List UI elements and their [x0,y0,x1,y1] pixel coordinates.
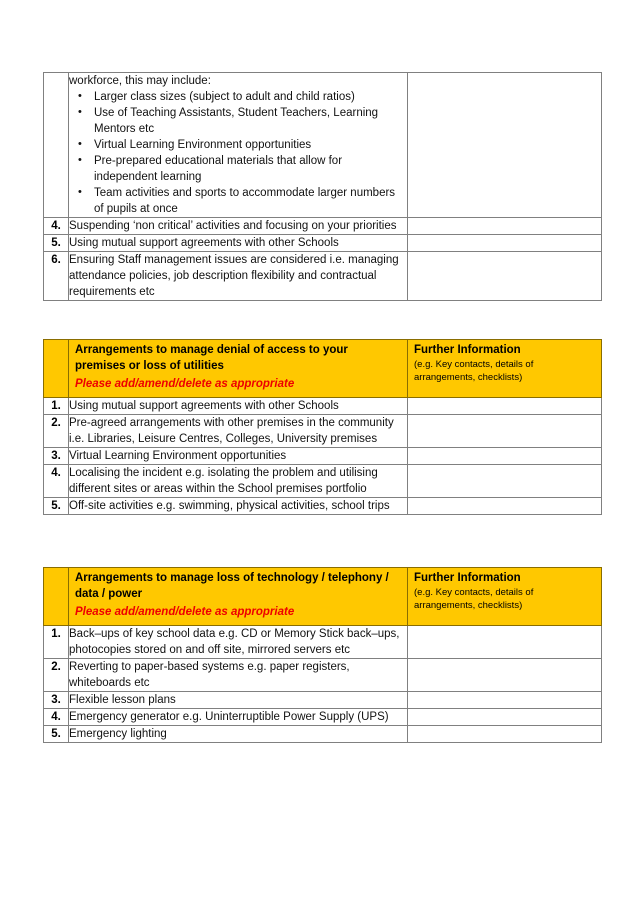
row-content: Back–ups of key school data e.g. CD or Memory Stick back–ups, photocopies stored on and off site, mirrored servers etc [69,625,408,658]
further-information-cell[interactable] [408,658,602,691]
table-workforce-continuation [43,72,602,301]
row-number: 5. [44,497,69,514]
header-further-information-cell [408,568,602,626]
row-content: Emergency generator e.g. Uninterruptible Power Supply (UPS) [69,708,408,725]
row-number: 4. [44,218,69,235]
list-item: • Larger class sizes (subject to adult and child ratios) [69,89,407,105]
further-information-cell[interactable] [408,414,602,447]
header-number-spacer [44,568,69,626]
table-loss-of-technology [43,567,602,743]
row-number: 3. [44,447,69,464]
table-row [44,497,602,514]
row-number: 1. [44,397,69,414]
further-information-cell[interactable] [408,252,602,301]
further-information-title: Further Information [414,344,521,356]
further-information-cell[interactable] [408,218,602,235]
further-information-cell[interactable] [408,73,602,218]
table-row [44,252,602,301]
table-row [44,447,602,464]
row-content: Using mutual support agreements with other Schools [69,397,408,414]
list-item: • Pre-prepared educational materials that allow for independent learning [69,153,407,185]
row-number: 1. [44,625,69,658]
row-number: 2. [44,414,69,447]
row-content: Using mutual support agreements with other Schools [69,235,408,252]
further-information-cell[interactable] [408,235,602,252]
further-information-cell[interactable] [408,497,602,514]
list-item: • Use of Teaching Assistants, Student Teachers, Learning Mentors etc [69,105,407,137]
row-lead-text: workforce, this may include: [69,75,211,87]
further-information-cell[interactable] [408,708,602,725]
further-information-cell[interactable] [408,691,602,708]
bullet-list [69,89,407,217]
table-instruction: Please add/amend/delete as appropriate [75,606,295,618]
further-information-cell[interactable] [408,447,602,464]
row-content: Virtual Learning Environment opportunities [69,447,408,464]
header-further-information-cell [408,340,602,398]
row-number: 6. [44,252,69,301]
row-content: Emergency lighting [69,725,408,742]
table-row [44,625,602,658]
table-instruction: Please add/amend/delete as appropriate [75,378,295,390]
header-title-cell [69,340,408,398]
table-row [44,708,602,725]
row-content [69,73,408,218]
list-item: • Virtual Learning Environment opportunities [69,137,407,153]
row-number: 4. [44,708,69,725]
table-row [44,691,602,708]
table-row [44,658,602,691]
table-header-row [44,340,602,398]
further-information-cell[interactable] [408,725,602,742]
further-information-cell[interactable] [408,464,602,497]
table-row [44,414,602,447]
further-information-cell[interactable] [408,625,602,658]
row-number: 5. [44,725,69,742]
further-information-title: Further Information [414,572,521,584]
row-content: Flexible lesson plans [69,691,408,708]
row-number: 3. [44,691,69,708]
row-content: Reverting to paper-based systems e.g. paper registers, whiteboards etc [69,658,408,691]
row-content: Localising the incident e.g. isolating the problem and utilising different sites or areas within the School premises portfolio [69,464,408,497]
header-title-cell [69,568,408,626]
further-information-note: (e.g. Key contacts, details of arrangements, checklists) [414,359,534,383]
table-row [44,73,602,218]
row-number [44,73,69,218]
table-title: Arrangements to manage loss of technology / telephony / data / power [75,572,389,600]
table-row [44,725,602,742]
table-denial-of-access [43,339,602,515]
row-content: Ensuring Staff management issues are considered i.e. managing attendance policies, job description flexibility and contractual requirements etc [69,252,408,301]
table-row [44,235,602,252]
table-row [44,397,602,414]
row-number: 4. [44,464,69,497]
row-content: Off-site activities e.g. swimming, physical activities, school trips [69,497,408,514]
table-header-row [44,568,602,626]
table-row [44,464,602,497]
list-item: • Team activities and sports to accommodate larger numbers of pupils at once [69,185,407,217]
row-number: 5. [44,235,69,252]
header-number-spacer [44,340,69,398]
row-number: 2. [44,658,69,691]
further-information-cell[interactable] [408,397,602,414]
table-row [44,218,602,235]
row-content: Pre-agreed arrangements with other premises in the community i.e. Libraries, Leisure Centres, Colleges, University premises [69,414,408,447]
row-content: Suspending ‘non critical’ activities and focusing on your priorities [69,218,408,235]
further-information-note: (e.g. Key contacts, details of arrangements, checklists) [414,587,534,611]
table-title: Arrangements to manage denial of access to your premises or loss of utilities [75,344,348,372]
